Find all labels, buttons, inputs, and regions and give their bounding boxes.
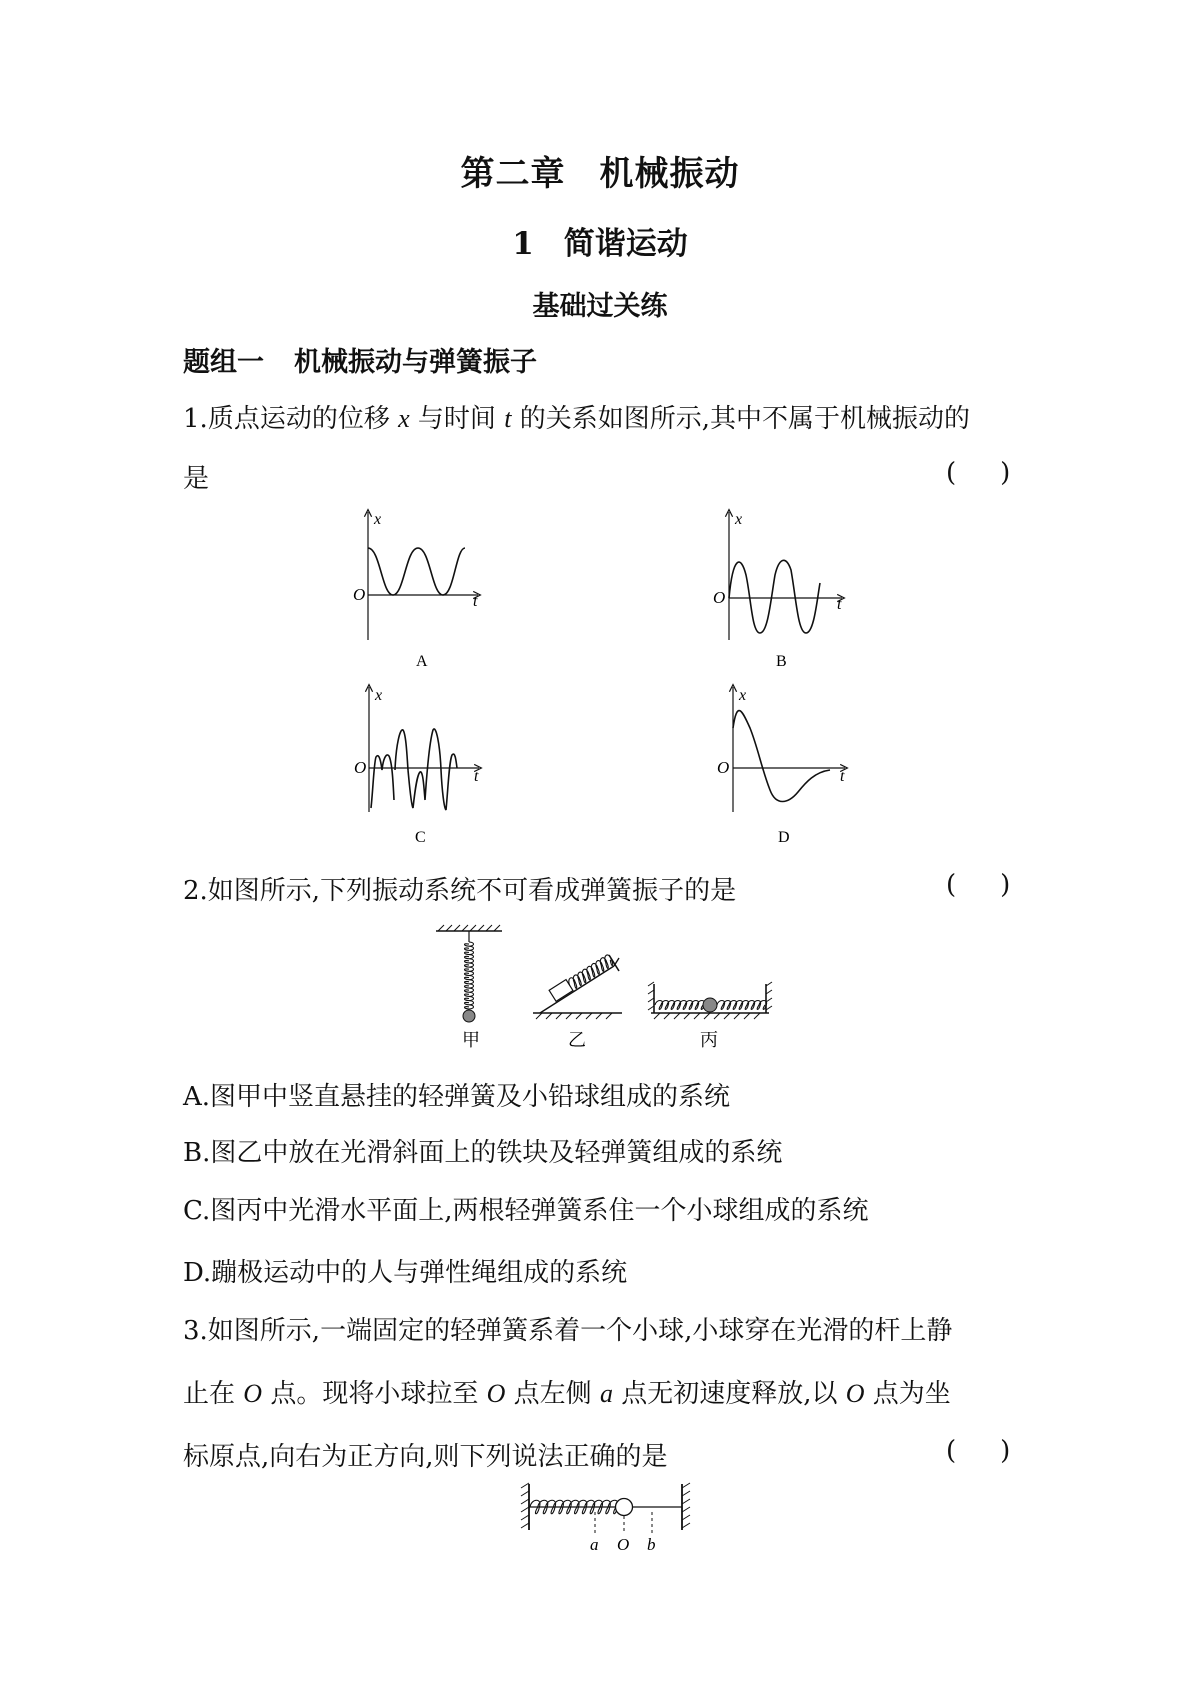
graph-a xyxy=(353,511,478,670)
paren-right: ) xyxy=(1000,1436,1011,1466)
graph-b-t-label: t xyxy=(837,596,842,613)
graph-d xyxy=(717,687,845,846)
graph-c-origin: O xyxy=(354,758,367,777)
q3-text: 点为坐 xyxy=(872,1379,951,1409)
yi-block xyxy=(549,980,573,1002)
graph-d-curve xyxy=(733,711,830,802)
graph-b-x-label: x xyxy=(735,511,743,528)
paren-right: ) xyxy=(1000,458,1011,488)
group-title: 机械振动与弹簧振子 xyxy=(294,347,537,378)
graph-c-caption: C xyxy=(415,829,426,846)
graph-c-t-label: t xyxy=(474,768,479,785)
q3-answer-bracket[interactable] xyxy=(946,1436,1010,1466)
label-yi: 乙 xyxy=(568,1030,586,1050)
q3-line-2 xyxy=(183,1373,951,1410)
fig-bing xyxy=(648,982,772,1050)
graph-a-t-label: t xyxy=(473,593,478,610)
q3-var-a: a xyxy=(599,1379,613,1408)
section-name: 简谐运动 xyxy=(563,226,688,262)
q2-answer-bracket[interactable] xyxy=(946,870,1010,900)
graph-c-x-label: x xyxy=(375,687,383,704)
q2-option-a[interactable]: A.图甲中竖直悬挂的轻弹簧及小铅球组成的系统 xyxy=(183,1082,731,1112)
q3-var-o: O xyxy=(243,1379,263,1408)
graph-b-caption: B xyxy=(776,653,787,670)
bing-ball xyxy=(703,998,717,1012)
paren-left: ( xyxy=(946,458,957,488)
section-number: 1 xyxy=(512,226,534,262)
q3-line-1: 3.如图所示,一端固定的轻弹簧系着一个小球,小球穿在光滑的杆上静 xyxy=(183,1316,953,1346)
q1-line-2: 是 xyxy=(183,464,210,494)
q2-option-d[interactable]: D.蹦极运动中的人与弹性绳组成的系统 xyxy=(183,1258,628,1288)
graph-a-caption: A xyxy=(416,653,428,670)
q1-number: 1. xyxy=(183,404,208,434)
paren-left: ( xyxy=(946,1436,957,1466)
q1-var-x: x xyxy=(398,404,410,433)
graph-d-x-label: x xyxy=(739,687,747,704)
q2-stem: 2.如图所示,下列振动系统不可看成弹簧振子的是 xyxy=(183,876,737,906)
q3-var-o: O xyxy=(845,1379,865,1408)
graph-d-origin: O xyxy=(717,758,730,777)
chapter-number: 第二章 xyxy=(460,154,566,194)
q3-text: 点无初速度释放,以 xyxy=(621,1379,838,1409)
graph-b xyxy=(713,511,842,670)
q3-var-o: O xyxy=(486,1379,506,1408)
q2-option-c[interactable]: C.图丙中光滑水平面上,两根轻弹簧系住一个小球组成的系统 xyxy=(183,1196,869,1226)
q3-label-o: O xyxy=(617,1535,630,1554)
paren-left: ( xyxy=(946,870,957,900)
q1-text-3: 的关系如图所示,其中不属于机械振动的 xyxy=(519,404,970,434)
label-jia: 甲 xyxy=(462,1030,480,1050)
graph-b-origin: O xyxy=(713,588,726,607)
q3-text: 点左侧 xyxy=(513,1379,592,1409)
bing-spring-left xyxy=(655,1001,705,1010)
yi-spring xyxy=(567,954,615,991)
graph-a-curve xyxy=(368,548,465,595)
q1-text-2: 与时间 xyxy=(417,404,496,434)
fig-jia xyxy=(436,925,502,1050)
q1-text-1: 质点运动的位移 xyxy=(207,404,390,434)
graph-a-origin: O xyxy=(353,585,366,604)
paren-right: ) xyxy=(1000,870,1011,900)
q3-figure xyxy=(521,1483,690,1554)
q3-line-3: 标原点,向右为正方向,则下列说法正确的是 xyxy=(183,1442,668,1472)
graph-c xyxy=(354,687,479,846)
q3-ball xyxy=(616,1499,633,1516)
q1-var-t: t xyxy=(504,404,512,433)
chapter-name: 机械振动 xyxy=(599,154,740,194)
label-bing: 丙 xyxy=(700,1030,718,1050)
graph-c-curve xyxy=(371,729,457,810)
practice-heading: 基础过关练 xyxy=(532,291,668,322)
q2-figure xyxy=(436,925,772,1050)
q2-option-b[interactable]: B.图乙中放在光滑斜面上的铁块及轻弹簧组成的系统 xyxy=(183,1138,783,1168)
q3-text: 点。现将小球拉至 xyxy=(270,1379,479,1409)
graph-a-x-label: x xyxy=(374,511,382,528)
graph-d-caption: D xyxy=(778,829,790,846)
fig-yi xyxy=(533,953,622,1050)
jia-ball xyxy=(463,1010,475,1022)
q3-label-a: a xyxy=(590,1535,599,1554)
graph-d-t-label: t xyxy=(840,768,845,785)
q3-label-b: b xyxy=(647,1535,656,1554)
group-label: 题组一 xyxy=(183,347,264,378)
bing-spring-right xyxy=(717,1001,767,1010)
q3-text: 止在 xyxy=(183,1379,236,1409)
graph-b-curve xyxy=(729,560,820,633)
jia-spring xyxy=(465,942,474,1009)
